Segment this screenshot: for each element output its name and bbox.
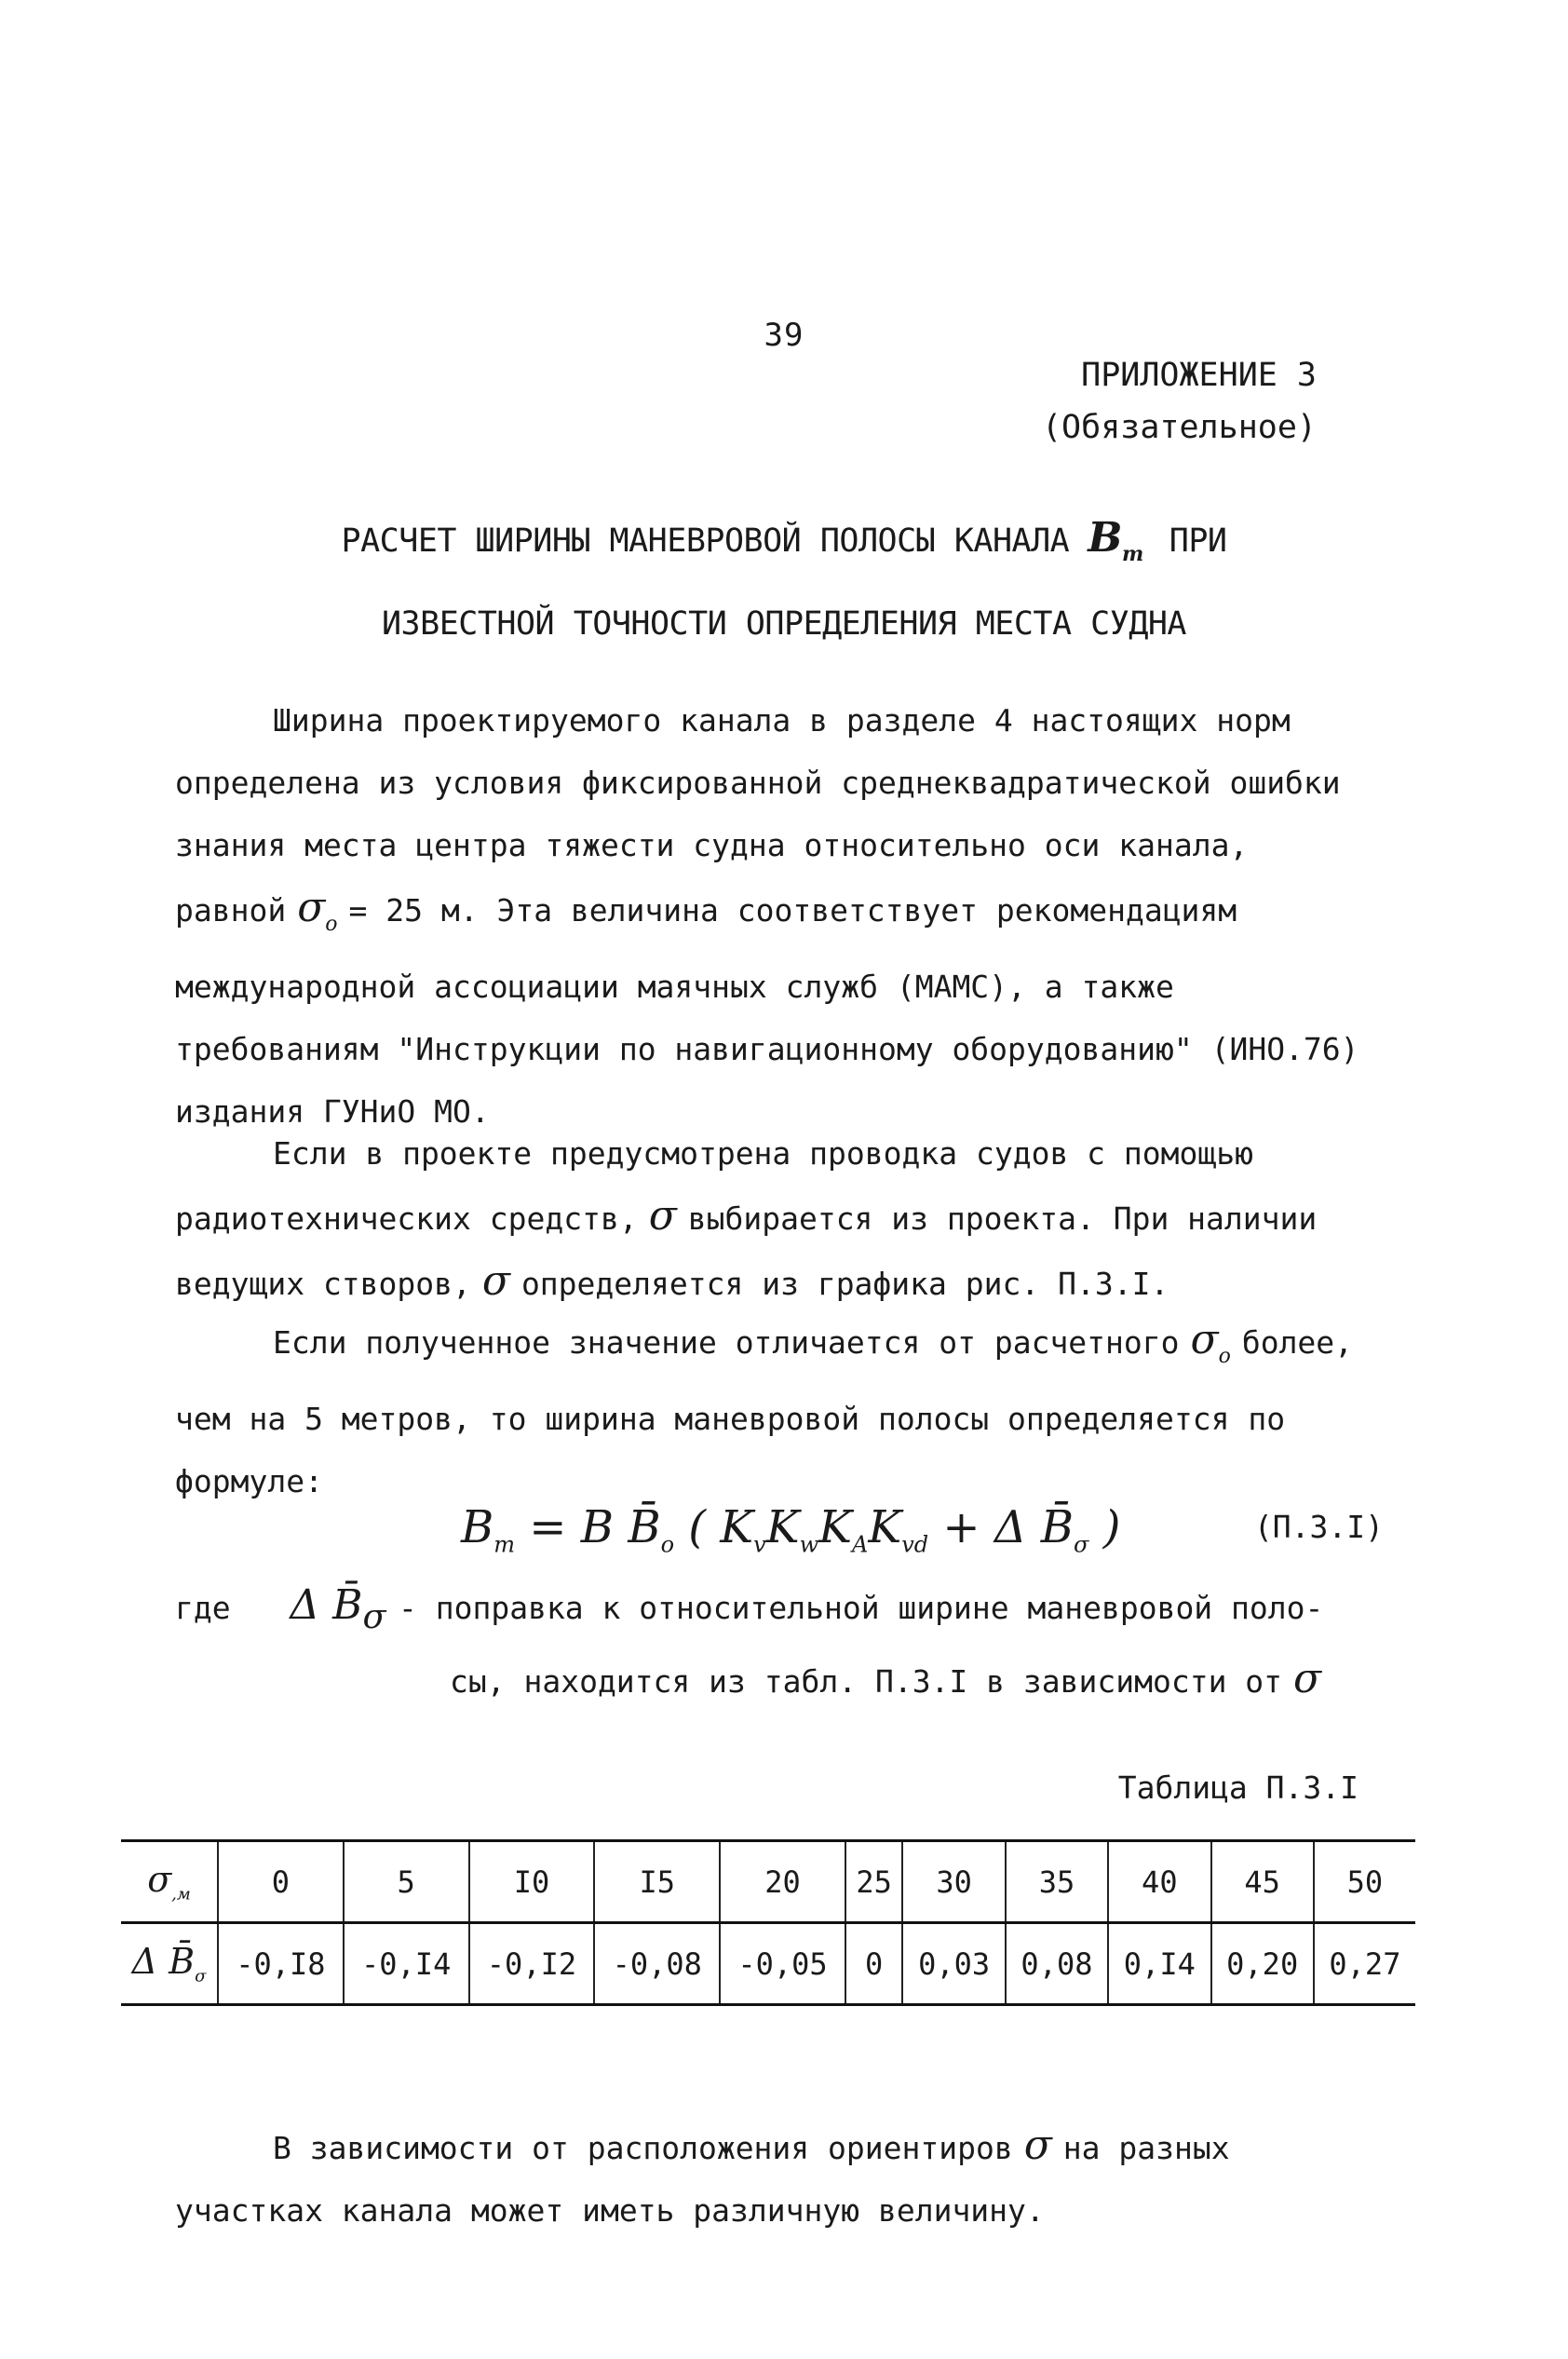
sigma-zero-symbol: $\sigma_o$ <box>1190 1316 1231 1368</box>
table-cell: -0,05 <box>720 1923 845 2005</box>
paragraph-2: Если в проекте предусмотрена проводка судов с помощью радиотехнических средств, σ выбирается из проекта. При наличии ведущих створов, σ определяется из графика рис. П.3.I. <box>175 1135 1318 1305</box>
table-cell: 0 <box>845 1923 903 2005</box>
title-line-1-text: РАСЧЕТ ШИРИНЫ МАНЕВРОВОЙ ПОЛОСЫ КАНАЛА <box>341 522 1070 560</box>
appendix-title: ПРИЛОЖЕНИЕ 3 <box>1081 357 1317 394</box>
table-cell: 35 <box>1006 1841 1108 1923</box>
table-cell: -0,08 <box>594 1923 720 2005</box>
sigma-zero-symbol: $\sigma_o$ <box>297 884 338 936</box>
row-header-sigma: $\sigma_{,м}$ <box>147 1859 191 1905</box>
formula-number: (П.3.I) <box>1253 1509 1384 1545</box>
sigma-symbol: σ <box>481 1257 510 1305</box>
formula: $B_m = B$ $B̄_o$ ( $K_vK_wK_AK_{vd} + \Delta$ $B̄_\sigma$ ) <box>461 1501 1121 1558</box>
title-line-1 <box>0 503 1568 590</box>
table-cell: 0,08 <box>1006 1923 1108 2005</box>
table-cell: I0 <box>469 1841 595 1923</box>
appendix-subtitle: (Обязательное) <box>1041 409 1317 446</box>
delta-b-symbol: Δ $B̄_\sigma$ <box>290 1581 386 1636</box>
correction-table <box>121 1839 1415 2006</box>
paragraph-4: В зависимости от расположения ориентиров σ на разных участках канала может иметь различную величину. <box>175 2122 1230 2229</box>
table-cell: -0,I4 <box>344 1923 469 2005</box>
section-title <box>0 503 1568 659</box>
paragraph-1: Ширина проектируемого канала в разделе 4 настоящих норм определена из условия фиксированной среднеквадратической ошибки знания места центра тяжести судна относительно оси канала, равной $\sigma_o = 25$ м. Эта величина соответствует рекомендациям международной ассоциации маячных служб (МАМС), а также требованиям "Инструкции по навигационному оборудованию" (ИНО.76) издания ГУНиО МО. <box>175 702 1359 1130</box>
table-cell: 0,I4 <box>1108 1923 1210 2005</box>
table-cell: 0,27 <box>1314 1923 1415 2005</box>
formula-explanation <box>175 1574 1395 1713</box>
table-cell: 50 <box>1314 1841 1415 1923</box>
table-row-sigma <box>121 1841 1415 1923</box>
where-line-2: сы, находится из табл. П.3.I в зависимости от σ <box>450 1654 1322 1702</box>
table-cell: -0,I8 <box>218 1923 344 2005</box>
page-number: 39 <box>764 317 804 354</box>
table-cell: 0 <box>218 1841 344 1923</box>
where-line-1: где Δ $B̄_\sigma$ - поправка к относительной ширине маневровой поло- <box>175 1574 1395 1647</box>
table-cell: 45 <box>1211 1841 1314 1923</box>
table-cell: 5 <box>344 1841 469 1923</box>
title-line-1-end: ПРИ <box>1169 522 1227 560</box>
sigma-symbol: σ <box>1293 1654 1322 1702</box>
table-caption: Таблица П.3.I <box>1117 1769 1358 1806</box>
sigma-symbol: σ <box>1023 2122 1052 2169</box>
title-line-2: ИЗВЕСТНОЙ ТОЧНОСТИ ОПРЕДЕЛЕНИЯ МЕСТА СУДНА <box>381 604 1186 643</box>
table-cell: I5 <box>594 1841 720 1923</box>
table-cell: 0,20 <box>1211 1923 1314 2005</box>
row-header-delta-b: Δ $B̄_\sigma$ <box>121 1923 218 2005</box>
title-symbol: $B_m$ <box>1088 514 1143 566</box>
paragraph-3: Если полученное значение отличается от расчетного $\sigma_o$ более, чем на 5 метров, то ширина маневровой полосы определяется по формуле: <box>175 1316 1354 1499</box>
table-cell: 0,03 <box>902 1923 1005 2005</box>
sigma-symbol: σ <box>648 1192 677 1240</box>
where-label: где <box>175 1590 231 1626</box>
table-cell: 30 <box>902 1841 1005 1923</box>
formula-row <box>0 1490 1568 1565</box>
table-cell: 25 <box>845 1841 903 1923</box>
table-cell: 20 <box>720 1841 845 1923</box>
table-row-delta-b <box>121 1923 1415 2005</box>
appendix-heading <box>1042 349 1317 454</box>
table-cell: -0,I2 <box>469 1923 595 2005</box>
table-cell: 40 <box>1108 1841 1210 1923</box>
